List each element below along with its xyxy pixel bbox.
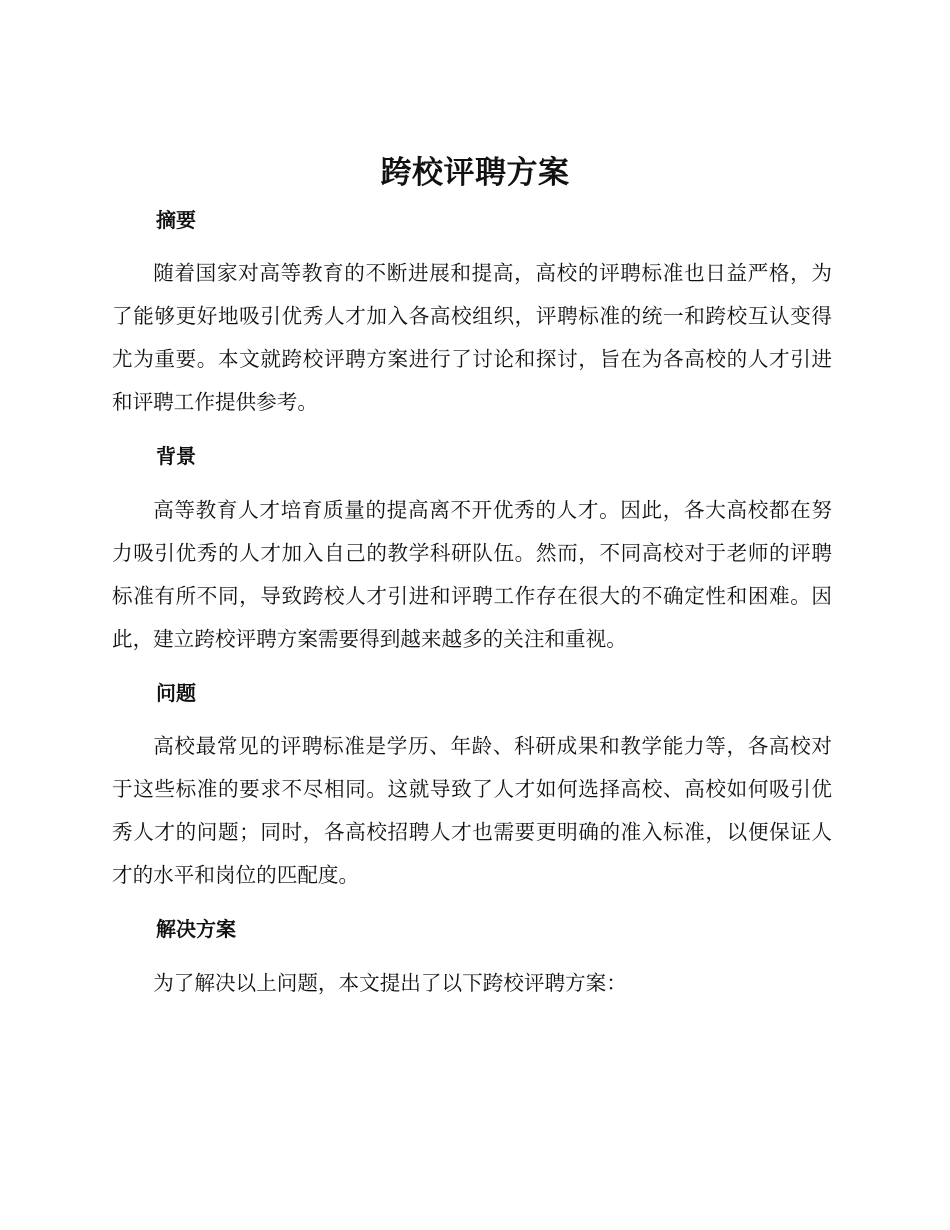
document-title: 跨校评聘方案 [380, 155, 570, 191]
section-heading-solution: 解决方案 [156, 917, 236, 941]
section-body-abstract: 随着国家对高等教育的不断进展和提高，高校的评聘标准也日益严格，为了能够更好地吸引优秀人才加入各高校组织，评聘标准的统一和跨校互认变得尤为重要。本文就跨校评聘方案进行了讨论和探讨，旨在为各高校的人才引进和评聘工作提供参考。 [112, 261, 832, 414]
section-body-solution: 为了解决以上问题，本文提出了以下跨校评聘方案： [153, 971, 627, 995]
section-heading-background: 背景 [156, 444, 196, 468]
section-heading-problem: 问题 [156, 681, 196, 705]
section-body-problem: 高校最常见的评聘标准是学历、年龄、科研成果和教学能力等，各高校对于这些标准的要求不尽相同。这就导致了人才如何选择高校、高校如何吸引优秀人才的问题；同时，各高校招聘人才也需要更明确的准入标准，以便保证人才的水平和岗位的匹配度。 [112, 734, 832, 887]
section-body-background: 高等教育人才培育质量的提高离不开优秀的人才。因此，各大高校都在努力吸引优秀的人才加入自己的教学科研队伍。然而，不同高校对于老师的评聘标准有所不同，导致跨校人才引进和评聘工作存在很大的不确定性和困难。因此，建立跨校评聘方案需要得到越来越多的关注和重视。 [112, 498, 832, 651]
section-heading-abstract: 摘要 [156, 208, 196, 232]
